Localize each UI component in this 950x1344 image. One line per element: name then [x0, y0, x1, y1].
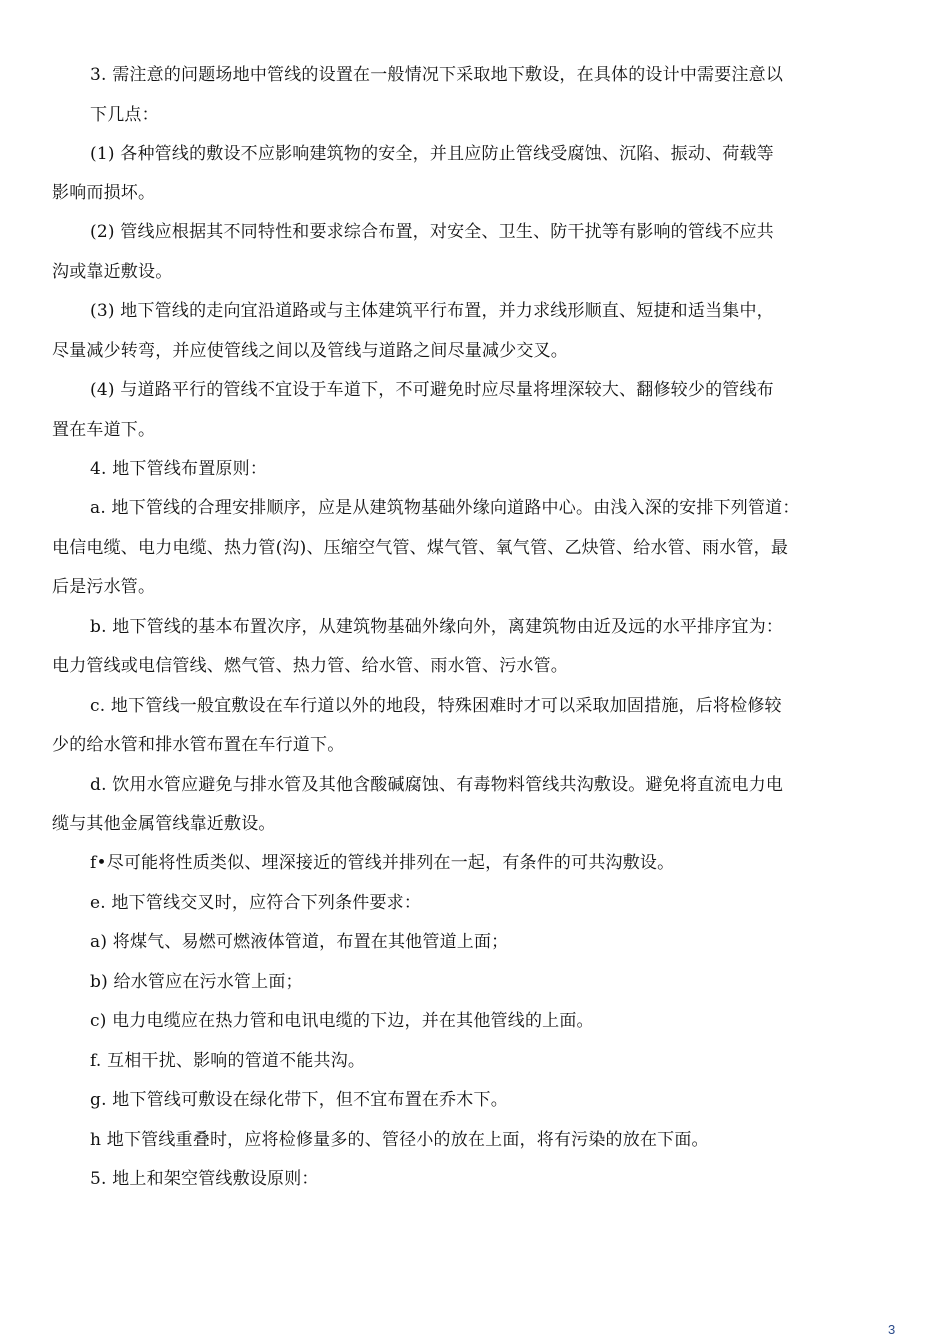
item-b-line-1: b. 地下管线的基本布置次序，从建筑物基础外缘向外，离建筑物由近及远的水平排序宜为： [90, 617, 784, 637]
section-3-heading-line-1: 3. 需注意的问题场地中管线的设置在一般情况下采取地下敷设，在具体的设计中需要注意以 [90, 65, 784, 85]
item-c-line-2: 少的给水管和排水管布置在车行道下。 [52, 735, 345, 755]
item-4-line-2: 置在车道下。 [52, 420, 156, 440]
item-a-line-1: a. 地下管线的合理安排顺序，应是从建筑物基础外缘向道路中心。由浅入深的安排下列管道： [90, 498, 800, 518]
item-e-sub-b: b) 给水管应在污水管上面； [90, 972, 303, 992]
item-2-line-2: 沟或靠近敷设。 [52, 262, 173, 282]
item-e-sub-c: c) 电力电缆应在热力管和电讯电缆的下边，并在其他管线的上面。 [90, 1011, 594, 1031]
page-number: 3 [888, 1322, 896, 1337]
section-3-heading-line-2: 下几点： [90, 105, 159, 125]
item-g: g. 地下管线可敷设在绿化带下，但不宜布置在乔木下。 [90, 1090, 508, 1110]
item-d-line-1: d. 饮用水管应避免与排水管及其他含酸碱腐蚀、有毒物料管线共沟敷设。避免将直流电力电 [90, 775, 784, 795]
item-d-line-2: 缆与其他金属管线靠近敷设。 [52, 814, 276, 834]
item-h: h 地下管线重叠时，应将检修量多的、管径小的放在上面，将有污染的放在下面。 [90, 1130, 709, 1150]
item-f: f. 互相干扰、影响的管道不能共沟。 [90, 1051, 366, 1071]
item-3-line-2: 尽量减少转弯，并应使管线之间以及管线与道路之间尽量减少交叉。 [52, 341, 568, 361]
item-e-sub-a: a) 将煤气、易燃可燃液体管道，布置在其他管道上面； [90, 932, 509, 952]
item-2-line-1: (2) 管线应根据其不同特性和要求综合布置，对安全、卫生、防干扰等有影响的管线不应共 [90, 222, 774, 242]
section-4-heading: 4. 地下管线布置原则： [90, 459, 268, 479]
item-a-line-3: 后是污水管。 [52, 577, 156, 597]
item-4-line-1: (4) 与道路平行的管线不宜设于车道下，不可避免时应尽量将埋深较大、翻修较少的管线布 [90, 380, 774, 400]
item-e-heading: e. 地下管线交叉时，应符合下列条件要求： [90, 893, 422, 913]
item-f-bullet: f•尽可能将性质类似、埋深接近的管线并排列在一起，有条件的可共沟敷设。 [90, 853, 675, 873]
item-b-line-2: 电力管线或电信管线、燃气管、热力管、给水管、雨水管、污水管。 [52, 656, 568, 676]
item-a-line-2: 电信电缆、电力电缆、热力管(沟)、压缩空气管、煤气管、氧气管、乙炔管、给水管、雨水管，最 [52, 538, 789, 558]
item-3-line-1: (3) 地下管线的走向宜沿道路或与主体建筑平行布置，并力求线形顺直、短捷和适当集中， [90, 301, 774, 321]
item-c-line-1: c. 地下管线一般宜敷设在车行道以外的地段，特殊困难时才可以采取加固措施，后将检修较 [90, 696, 782, 716]
section-5-heading: 5. 地上和架空管线敷设原则： [90, 1169, 319, 1189]
item-1-line-2: 影响而损坏。 [52, 183, 156, 203]
item-1-line-1: (1) 各种管线的敷设不应影响建筑物的安全，并且应防止管线受腐蚀、沉陷、振动、荷载等 [90, 144, 774, 164]
